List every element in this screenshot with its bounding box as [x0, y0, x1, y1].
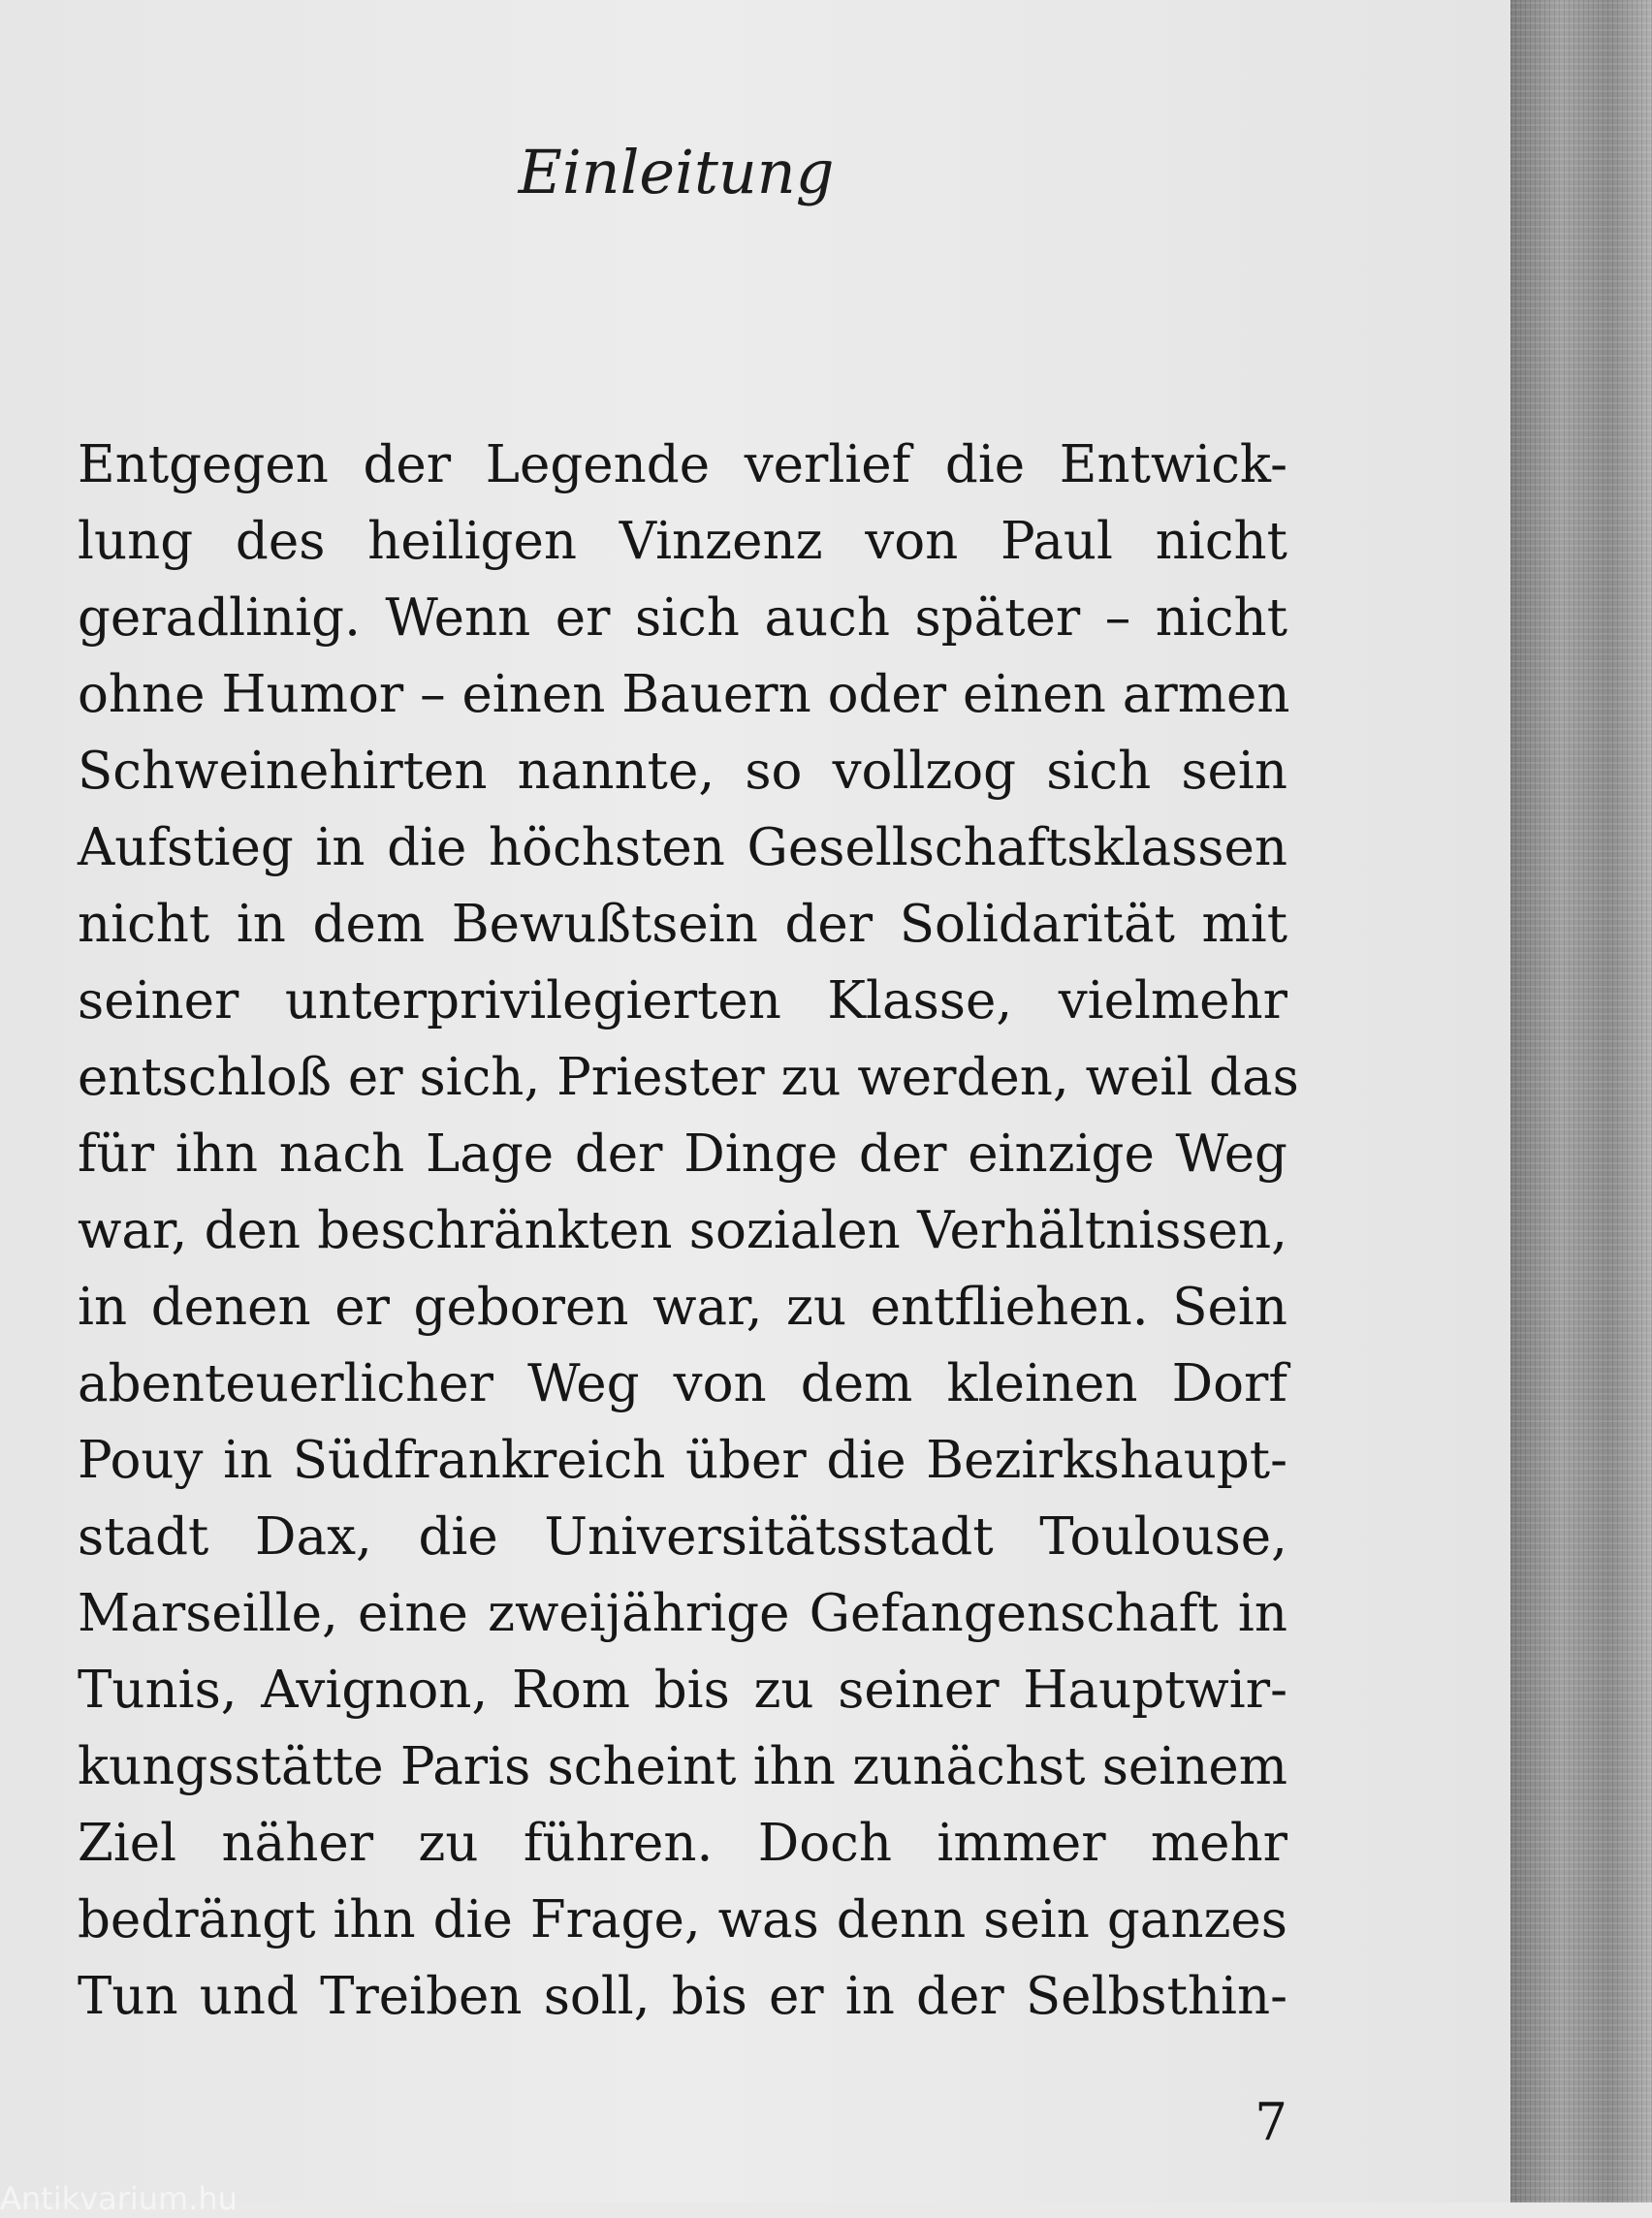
page-number: 7	[1255, 2093, 1287, 2152]
text-line: entschloß er sich, Priester zu werden, weil das	[78, 1048, 1299, 1107]
text-line: in denen er geboren war, zu entfliehen. Sein	[78, 1278, 1287, 1337]
page-stack-edge	[1510, 0, 1652, 2202]
text-line: Tun und Treiben soll, bis er in der Selbsthin-	[78, 1967, 1287, 2026]
text-line: seiner unterprivilegierten Klasse, vielmehr	[78, 971, 1287, 1030]
chapter-title: Einleitung	[518, 137, 835, 207]
text-line: kungsstätte Paris scheint ihn zunächst seinem	[78, 1737, 1287, 1796]
text-line: Aufstieg in die höchsten Gesellschaftsklassen	[78, 818, 1287, 877]
text-line: Schweinehirten nannte, so vollzog sich sein	[78, 742, 1287, 801]
text-line: Ziel näher zu führen. Doch immer mehr	[78, 1814, 1287, 1873]
text-line: war, den beschränkten sozialen Verhältnissen,	[78, 1201, 1287, 1260]
text-line: stadt Dax, die Universitätsstadt Toulouse,	[78, 1507, 1287, 1567]
text-line: abenteuerlicher Weg von dem kleinen Dorf	[78, 1354, 1287, 1413]
text-line: bedrängt ihn die Frage, was denn sein ganzes	[78, 1890, 1287, 1949]
text-line: Marseille, eine zweijährige Gefangenschaft in	[78, 1584, 1287, 1643]
text-line: ohne Humor – einen Bauern oder einen armen	[78, 665, 1290, 724]
text-line: Pouy in Südfrankreich über die Bezirkshaupt-	[78, 1431, 1287, 1490]
text-line: nicht in dem Bewußtsein der Solidarität mit	[78, 895, 1287, 954]
text-line: lung des heiligen Vinzenz von Paul nicht	[78, 512, 1287, 571]
text-line: geradlinig. Wenn er sich auch später – nicht	[78, 588, 1287, 648]
body-paragraph	[78, 427, 1299, 2035]
text-line: Entgegen der Legende verlief die Entwick-	[78, 435, 1287, 494]
text-line: Tunis, Avignon, Rom bis zu seiner Hauptwir-	[78, 1661, 1287, 1720]
text-line: für ihn nach Lage der Dinge der einzige Weg	[78, 1125, 1287, 1184]
watermark: Antikvarium.hu	[0, 2180, 238, 2217]
